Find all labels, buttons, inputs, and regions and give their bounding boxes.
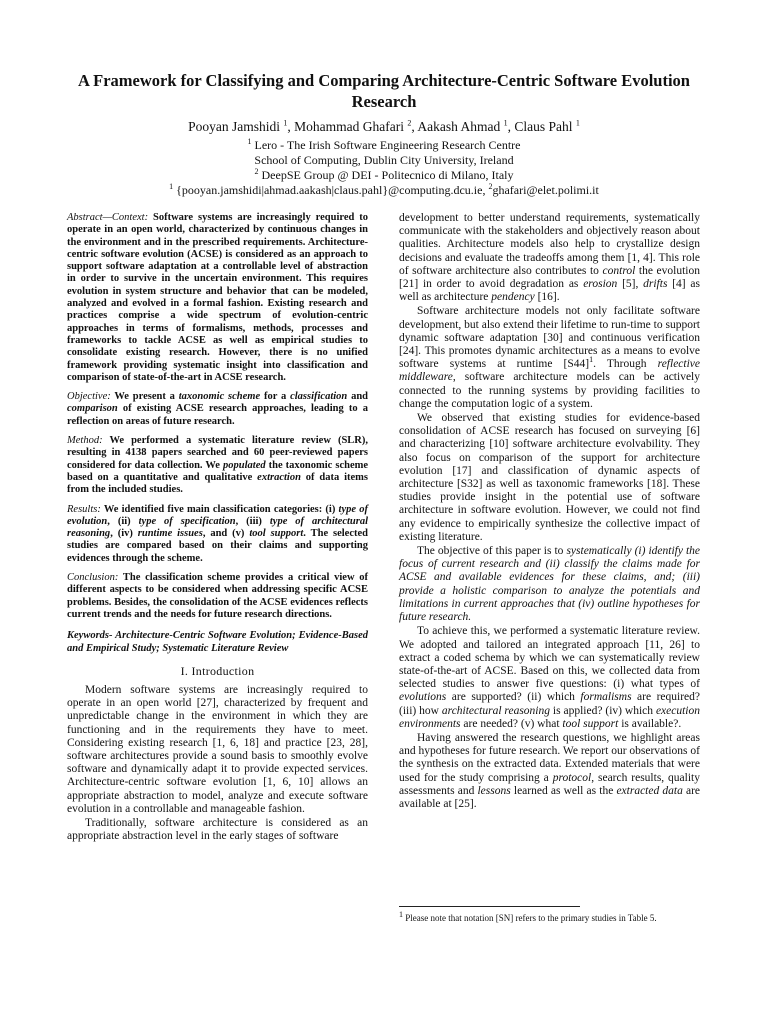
paragraph [399,732,700,811]
text-run: learned as well as the [513,784,614,797]
text-run: The objective of this paper is to [417,545,564,558]
affiliations [60,138,708,198]
text-run: development to better understand requirements, systematically communicate with the stakeholders and objectively reason about qualities. Architecture models also help to crystallize design decisions and evaluate the tradeoffs among them [1, 4]. This role of software architecture also contributes to [399,212,700,277]
abstract-text: of data items from the included studies. [67,471,368,496]
author-name: Aakash Ahmad [417,119,501,134]
abstract-emphasis: extraction [257,471,301,483]
emphasis: control [602,264,636,277]
abstract-emphasis: comparison [67,403,118,415]
emphasis: systematically (i) identify the focus of current research and (ii) classify the claims made for ACSE and available evidences for these claims, and; (iii) provide a holistic comparison to analyze the potentials and limitations in current approaches that (iv) outline hypotheses for future research. [399,545,700,624]
emphasis: formalisms [580,691,632,704]
affiliation-1b: School of Computing, Dublin City University, Ireland [254,153,514,167]
abstract-text: , (ii) [107,515,131,527]
paper-title: A Framework for Classifying and Comparing Architecture-Centric Software Evolution Research [78,71,690,111]
author-emails [60,183,708,198]
abstract-text: We present a [114,391,175,403]
paragraph: Modern software systems are increasingly required to operate in an open world [27], characterized by frequent and unpredictable change in the environment in which they are functioning and in the requirements they have to meet. Considering existing research [1, 6, 18] and practice [23, 28], software architectures provide a sound basis to smoothly evolve software and dynamically adapt it to provide expected services. Architecture-centric software evolution [1, 6, 10] allows an appropriate abstraction to model, analyze and execute software evolution in a controllable and manageable fashion. [67,684,368,815]
abstract-emphasis: type of evolution [67,503,368,527]
abstract-text: for a [263,391,287,403]
text-run: To achieve this, we performed a systematic literature review. We adopted and tailored an integrated approach [11, 26] to extract a coded schema by which we can systematically review state-of-the-art of ACSE. Based on this, we collected data from selected studies to answer five questions: (i) what types of [399,625,700,691]
abstract-text: Software systems are increasingly required to operate in an open world, characterized by continuous changes in the environment and in the prescribed requirements. Architecture-centric software evolution (ACSE) is considered as an approach to support software adaptation at a controllable level of abstraction in order to survive in the uncertain environment. This requires evolution in system structure and behavior that can be modeled, analyzed and evolved in a formal fashion. Existing research and practices comprise a wide spectrum of evolution-centric approaches in terms of formalisms, methods, processes and frameworks to tackle ACSE as well as empirical studies to consolidate existing research. However, there is no unified framework providing systematic insight into classification and comparison of state-of-the-art in ACSE research. [67,212,369,383]
affil-mark: 2 [254,167,259,176]
author-affil-mark: 1 [503,118,508,128]
emphasis: tool support [562,717,619,730]
author-affil-mark: 2 [407,118,412,128]
author-list: Pooyan Jamshidi $^1$, Mohammad Ghafari $^2$, Aakash Ahmad $^1$, Claus Pahl $^1$ [188,118,580,134]
abstract-emphasis: populated [223,459,266,471]
abstract [67,212,368,621]
text-run: are available at [25]. [399,784,701,810]
abstract-text: The classification scheme provides a critical view of different aspects to be considered when addressing specific ACSE problems. Besides, the consolidation of the ACSE evidences reflects current trends and the needs for future research directions. [67,572,368,620]
footnote-mark: 1 [399,910,403,919]
abstract-text: , and (v) [202,528,245,540]
affiliation-2 [60,168,708,183]
right-column [399,212,700,812]
paragraph [399,545,700,624]
text-run: , software architecture models can be actively connected to the running systems by providing facilities to change the computation logic of a system. [399,371,700,410]
author-name: Claus Pahl [514,119,573,134]
emphasis: reflective middleware [399,358,701,384]
abstract-label: Conclusion: [67,572,119,584]
author-affil-mark: 1 [575,118,580,128]
left-column [67,212,368,844]
section-heading: I. Introduction [180,663,255,678]
emphasis: architectural reasoning [441,704,550,717]
abstract-emphasis: taxonomic scheme [178,391,261,403]
paragraph [399,305,700,411]
affil-mark: 2 [488,182,493,191]
abstract-text: , (iv) [110,528,133,540]
text-run: is applied? (iv) which [552,704,654,717]
text-run: Having answered the research questions, we highlight areas and hypotheses for future research. We report our observations of the synthesis on the extracted data. Extended materials that were used for the study comprising a [399,731,700,784]
abstract-emphasis: type of specification [138,515,236,527]
text-run: are supported? (ii) which [451,691,575,704]
abstract-text: We performed a systematic literature review (SLR), resulting in 4138 papers searched and 60 peer-reviewed papers considered for data collection. We [67,435,369,471]
paragraph: We observed that existing studies for evidence-based consolidation of ACSE research has focused on surveying [6] and characterizing [10] software architecture evolvability. They also focus on comparison of the support for architecture evolution [17] and classification of dynamic aspects of architecture [S32] as well as taxonomic frameworks [18]. These studies provide insight in the potential use of software architecture in software evolution. However, we could not find any evidence to empirically synthesize the collective impact of existing literature. [399,412,700,543]
affiliation-text: Lero - The Irish Software Engineering Research Centre [254,138,521,152]
text-run: Software architecture models not only facilitate software development, but also extend their lifetime to run-time to support dynamic software adaptation [30] and continuous verification [24]. This promotes dynamic architectures as a means to evolve software systems at runtime [S44] [399,305,700,371]
abstract-emphasis: tool support [249,528,304,540]
text-run: are needed? (v) what [463,717,560,730]
affiliation-text: DeepSE Group @ DEI - Politecnico di Milano, Italy [261,168,514,182]
affil-mark: 1 [247,137,252,146]
emphasis: evolutions [399,691,447,704]
emphasis: lessons [477,784,511,797]
paragraph: Traditionally, software architecture is considered as an appropriate abstraction level in the early stages of software [67,817,368,843]
abstract-method [67,435,368,496]
abstract-label: Objective: [67,391,111,403]
abstract-emphasis: type of architectural reasoning [67,515,369,540]
author-name: Mohammad Ghafari [294,119,404,134]
abstract-objective [67,391,368,428]
text-run: the evolution [21] in order to avoid degradation as [399,264,700,291]
email-text: ghafari@elet.polimi.it [492,183,599,197]
affil-mark: 1 [169,182,174,191]
text-run: are required? (iii) how [399,691,700,717]
text-run: is available?. [621,717,682,730]
abstract-results [67,504,368,565]
abstract-emphasis: classification [290,391,348,403]
abstract-emphasis: runtime issues [137,528,203,540]
abstract-text: We identified five main classification categories: (i) [103,503,336,515]
abstract-label: Method: [67,435,103,447]
footnote-mark: 1 [589,355,594,365]
text-run: . Through [593,358,647,371]
abstract-text: and [351,391,369,403]
email-text: {pooyan.jamshidi|ahmad.aakash|claus.pahl}@computing.dcu.ie, [176,183,486,197]
author-affil-mark: 1 [283,118,288,128]
text-run: , search results, quality assessments and [399,771,700,797]
abstract-text: of existing ACSE research approaches, leading to a reflection on areas of future research. [67,403,368,427]
paragraph [399,212,700,304]
text-run: [16]. [537,291,560,304]
abstract-label: Abstract—Context: [67,212,149,223]
footnote-rule [399,906,580,907]
text-run: [4] as well as architecture [399,278,700,304]
emphasis: erosion [583,278,618,291]
emphasis: execution environments [399,704,700,730]
abstract-text: the taxonomic scheme based on a quantitative and qualitative [67,459,369,483]
abstract-label: Results: [67,503,101,515]
keywords: Keywords- Architecture-Centric Software Evolution; Evidence-Based and Empirical Study; Systematic Literature Review [67,630,368,654]
abstract-text: . The selected studies are compared based on their claims and supporting evidences through the scheme. [67,528,368,564]
intro-body-left [67,684,368,843]
emphasis: drifts [643,278,668,291]
text-run: [5], [622,278,639,291]
emphasis: extracted data [616,784,683,797]
emphasis: protocol [552,771,592,784]
abstract-conclusion [67,572,368,621]
footnote-text: Please note that notation [SN] refers to the primary studies in Table 5. [405,913,657,923]
footnote [399,910,700,924]
abstract-context [67,212,368,384]
abstract-text: , (iii) [235,515,262,527]
author-name: Pooyan Jamshidi [188,119,281,134]
affiliation-1 [60,138,708,153]
paragraph [399,625,700,731]
emphasis: pendency [491,291,535,304]
